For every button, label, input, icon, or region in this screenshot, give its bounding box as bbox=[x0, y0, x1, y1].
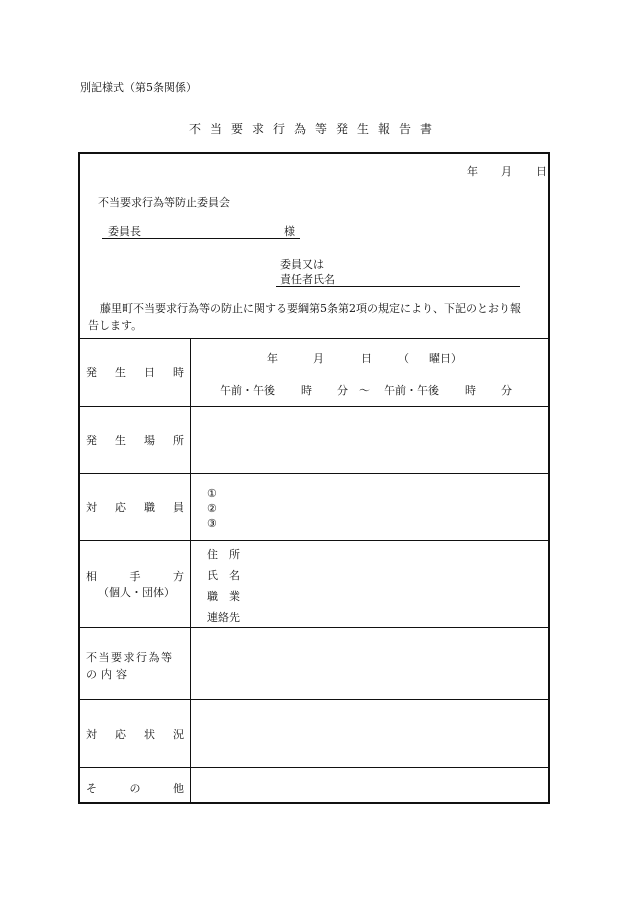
row-label-date: 発 生 日 時 bbox=[86, 366, 184, 379]
divider-header bbox=[80, 338, 548, 339]
row-label-place: 発 生 場 所 bbox=[86, 434, 184, 447]
reporter-label-line1: 委員又は bbox=[280, 258, 324, 271]
divider-row5 bbox=[80, 699, 548, 700]
staff-item-1: ① bbox=[207, 487, 217, 500]
label-column-divider bbox=[190, 339, 191, 802]
time-start-minute: 分 bbox=[337, 384, 348, 397]
report-body-line1: 藤里町不当要求行為等の防止に関する要綱第5条第2項の規定により、下記のとおり報 bbox=[100, 302, 521, 315]
date-month-label: 月 bbox=[501, 165, 512, 178]
date-row-paren-open: （ bbox=[398, 352, 409, 365]
date-row-day: 日 bbox=[361, 352, 372, 365]
reporter-label-line2: 責任者氏名 bbox=[280, 273, 335, 286]
time-start-hour: 時 bbox=[301, 384, 312, 397]
date-row-weekday: 曜日） bbox=[429, 352, 462, 365]
row-label-status: 対 応 状 況 bbox=[86, 728, 184, 741]
staff-item-2: ② bbox=[207, 502, 217, 515]
row-label-party-sub: （個人・団体） bbox=[98, 586, 175, 599]
divider-row4 bbox=[80, 627, 548, 628]
report-body-line2: 告します。 bbox=[88, 319, 143, 332]
reporter-underline bbox=[276, 286, 520, 287]
time-end-minute: 分 bbox=[501, 384, 512, 397]
addressee-honorific: 様 bbox=[284, 225, 295, 238]
divider-row3 bbox=[80, 540, 548, 541]
row-label-staff: 対 応 職 員 bbox=[86, 501, 184, 514]
report-body-text bbox=[88, 300, 544, 334]
addressee-underline bbox=[102, 238, 300, 239]
row-label-content-line1: 不当要求行為等 bbox=[86, 651, 174, 664]
form-identifier: 別記様式（第5条関係） bbox=[80, 81, 197, 94]
addressee-chair: 委員長 bbox=[108, 225, 141, 238]
date-row-year: 年 bbox=[267, 352, 278, 365]
party-field-occupation: 職 業 bbox=[207, 590, 240, 603]
document-title: 不当要求行為等発生報告書 bbox=[188, 122, 441, 136]
time-end-hour: 時 bbox=[465, 384, 476, 397]
divider-row1 bbox=[80, 406, 548, 407]
date-year-label: 年 bbox=[467, 165, 478, 178]
party-field-address: 住 所 bbox=[207, 548, 240, 561]
date-day-label: 日 bbox=[536, 165, 547, 178]
row-label-party: 相 手 方 bbox=[86, 570, 184, 583]
divider-row2 bbox=[80, 473, 548, 474]
time-end-ampm: 午前・午後 bbox=[384, 384, 439, 397]
row-label-other: そ の 他 bbox=[86, 782, 184, 795]
party-field-contact: 連絡先 bbox=[207, 611, 240, 624]
report-form bbox=[78, 152, 550, 804]
row-label-content-line2: の内容 bbox=[86, 668, 131, 681]
time-start-ampm: 午前・午後 bbox=[220, 384, 275, 397]
time-range-tilde: ～ bbox=[359, 384, 370, 397]
party-field-name: 氏 名 bbox=[207, 569, 240, 582]
date-row-month: 月 bbox=[313, 352, 324, 365]
divider-row6 bbox=[80, 767, 548, 768]
staff-item-3: ③ bbox=[207, 517, 217, 530]
addressee-committee: 不当要求行為等防止委員会 bbox=[98, 196, 230, 209]
